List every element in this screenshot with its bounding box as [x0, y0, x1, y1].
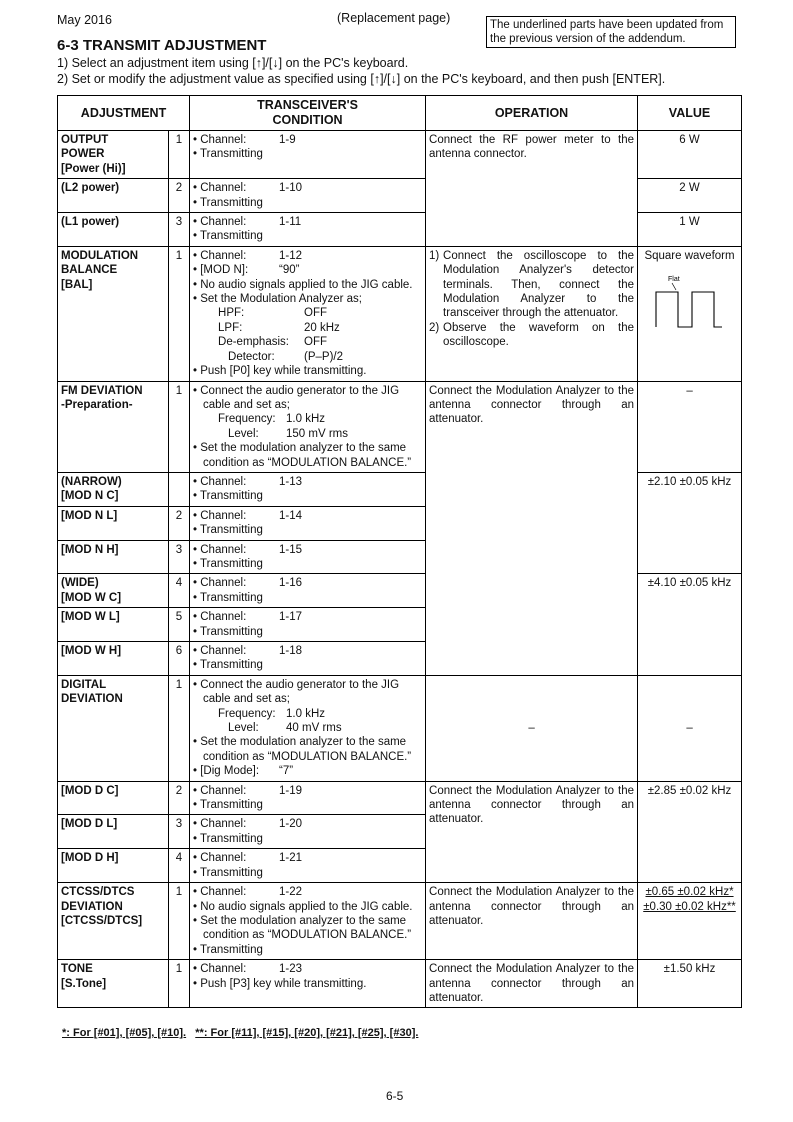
update-note-box	[486, 16, 736, 48]
operation-cell: Connect the Modulation Analyzer to the antenna connector through an attenuator.	[426, 883, 638, 960]
step-number: 1	[169, 960, 190, 1008]
condition-cell: • Connect the audio generator to the JIG cable and set as; Frequency: 1.0 kHz Level: 150 mV rms • Set the modulation analyzer to the same condition as “MODULATION BALANCE.”	[190, 381, 426, 472]
table-row	[58, 675, 742, 781]
header-operation: OPERATION	[426, 96, 638, 131]
step-number: 3	[169, 213, 190, 247]
adjustment-name: [MOD D H]	[58, 849, 169, 883]
step-number	[169, 472, 190, 506]
adjustment-name: [MOD D L]	[58, 815, 169, 849]
value-cell: ±4.10 ±0.05 kHz	[638, 574, 742, 675]
operation-cell: –	[426, 675, 638, 781]
condition-cell: • Channel: 1-11 • Transmitting	[190, 213, 426, 247]
table-row	[58, 883, 742, 960]
ctcss-value-1: ±0.65 ±0.02 kHz*	[645, 886, 734, 899]
condition-cell: • Channel: 1-23 • Push [P3] key while transmitting.	[190, 960, 426, 1008]
condition-cell: • Channel: 1-22 • No audio signals applied to the JIG cable. • Set the modulation analyzer to the same condition as “MODULATION BALANCE.” • Transmitting	[190, 883, 426, 960]
flat-label: Flat	[667, 276, 680, 284]
condition-cell: • Channel: 1-17 • Transmitting	[190, 608, 426, 642]
value-cell: 2 W	[638, 179, 742, 213]
operation-cell: Connect the Modulation Analyzer to the antenna connector through an attenuator.	[426, 960, 638, 1008]
operation-cell: Connect the Modulation Analyzer to the antenna connector through an attenuator.	[426, 781, 638, 882]
operation-cell: Connect the RF power meter to the antenna connector.	[426, 131, 638, 247]
condition-cell: • Channel: 1-14 • Transmitting	[190, 506, 426, 540]
adjustment-name: (NARROW) [MOD N C]	[58, 472, 169, 506]
page-number: 6-5	[386, 1089, 404, 1103]
value-cell: –	[638, 675, 742, 781]
table-row	[58, 131, 742, 179]
value-cell: 6 W	[638, 131, 742, 179]
replacement-label: (Replacement page)	[337, 11, 451, 25]
adjustment-name: CTCSS/DTCS DEVIATION [CTCSS/DTCS]	[58, 883, 169, 960]
value-cell	[638, 246, 742, 381]
condition-cell: • Channel: 1-19 • Transmitting	[190, 781, 426, 815]
value-cell: –	[638, 381, 742, 472]
instruction-1: 1) Select an adjustment item using [↑]/[↓] on the PC's keyboard.	[57, 56, 409, 70]
adjustment-name: OUTPUT POWER [Power (Hi)]	[58, 131, 169, 179]
condition-cell: • Channel: 1-15 • Transmitting	[190, 540, 426, 574]
step-number: 6	[169, 642, 190, 676]
condition-cell: • Channel: 1-16 • Transmitting	[190, 574, 426, 608]
header-date: May 2016	[57, 13, 112, 27]
adjustment-name: (L1 power)	[58, 213, 169, 247]
table-row	[58, 179, 742, 213]
condition-cell: • Channel: 1-10 • Transmitting	[190, 179, 426, 213]
condition-cell: • Channel: 1-18 • Transmitting	[190, 642, 426, 676]
adjustment-name: TONE [S.Tone]	[58, 960, 169, 1008]
operation-cell: 1) Connect the oscilloscope to the Modulation Analyzer's detector terminals. Then, connect the Modulation Analyzer to the transceiver through the attenuator. 2) Observe the waveform on the oscilloscope.	[426, 246, 638, 381]
condition-cell: • Channel: 1-20 • Transmitting	[190, 815, 426, 849]
step-number: 1	[169, 131, 190, 179]
condition-cell: • Channel: 1-9 • Transmitting	[190, 131, 426, 179]
step-number: 4	[169, 849, 190, 883]
header-condition	[190, 96, 426, 131]
step-number: 2	[169, 506, 190, 540]
header-condition-line2: CONDITION	[272, 113, 343, 127]
step-number: 1	[169, 883, 190, 960]
condition-cell: • Channel: 1-12 • [MOD N]: “90” • No audio signals applied to the JIG cable. • Set the Modulation Analyzer as; HPF: OFF LPF: 20 kHz De-emphasis: OFF Detector: (P–P)/2 • Push [P0] key while transmitting.	[190, 246, 426, 381]
step-number: 3	[169, 815, 190, 849]
step-number: 2	[169, 179, 190, 213]
value-cell: 1 W	[638, 213, 742, 247]
table-header-row	[58, 96, 742, 131]
header-condition-line1: TRANSCEIVER'S	[257, 98, 358, 112]
footnote	[62, 1027, 418, 1039]
condition-cell: • Channel: 1-13 • Transmitting	[190, 472, 426, 506]
adjustment-name: [MOD D C]	[58, 781, 169, 815]
square-waveform-label: Square waveform	[644, 249, 735, 262]
condition-cell: • Channel: 1-21 • Transmitting	[190, 849, 426, 883]
adjustment-name: [MOD W L]	[58, 608, 169, 642]
section-title: 6-3 TRANSMIT ADJUSTMENT	[57, 37, 267, 54]
table-row	[58, 381, 742, 472]
adjustment-name: [MOD W H]	[58, 642, 169, 676]
step-number: 4	[169, 574, 190, 608]
step-number: 3	[169, 540, 190, 574]
update-note-line2: the previous version of the addendum.	[490, 33, 686, 45]
table-row	[58, 213, 742, 247]
adjustment-name: MODULATION BALANCE [BAL]	[58, 246, 169, 381]
table-row	[58, 246, 742, 381]
value-cell: ±1.50 kHz	[638, 960, 742, 1008]
step-number: 1	[169, 381, 190, 472]
step-number: 1	[169, 675, 190, 781]
step-number: 5	[169, 608, 190, 642]
header-value: VALUE	[638, 96, 742, 131]
table-row	[58, 472, 742, 506]
footnote-part1: *: For [#01], [#05], [#10].	[62, 1027, 187, 1039]
adjustment-name: (WIDE) [MOD W C]	[58, 574, 169, 608]
operation-cell: Connect the Modulation Analyzer to the antenna connector through an attenuator.	[426, 381, 638, 675]
table-row	[58, 960, 742, 1008]
adjustment-name: DIGITAL DEVIATION	[58, 675, 169, 781]
update-note-line1: The underlined parts have been updated from	[490, 19, 724, 31]
table-row	[58, 781, 742, 815]
table-row	[58, 574, 742, 608]
header-adjustment: ADJUSTMENT	[58, 96, 190, 131]
adjustment-name: [MOD N L]	[58, 506, 169, 540]
square-waveform-icon	[652, 267, 728, 335]
adjustment-name: (L2 power)	[58, 179, 169, 213]
step-number: 2	[169, 781, 190, 815]
adjustment-name: [MOD N H]	[58, 540, 169, 574]
step-number: 1	[169, 246, 190, 381]
value-cell	[638, 883, 742, 960]
value-cell: ±2.10 ±0.05 kHz	[638, 472, 742, 573]
transmit-adjustment-table	[57, 95, 742, 1008]
value-cell: ±2.85 ±0.02 kHz	[638, 781, 742, 882]
instruction-2: 2) Set or modify the adjustment value as specified using [↑]/[↓] on the PC's keyboard, and then push [ENTER].	[57, 72, 666, 86]
condition-cell: • Connect the audio generator to the JIG cable and set as; Frequency: 1.0 kHz Level: 40 mV rms • Set the modulation analyzer to the same condition as “MODULATION BALANCE.” • [Dig Mode]: “7”	[190, 675, 426, 781]
ctcss-value-2: ±0.30 ±0.02 kHz**	[643, 900, 736, 913]
footnote-part2: **: For [#11], [#15], [#20], [#21], [#25], [#30].	[195, 1027, 419, 1039]
adjustment-name: FM DEVIATION -Preparation-	[58, 381, 169, 472]
